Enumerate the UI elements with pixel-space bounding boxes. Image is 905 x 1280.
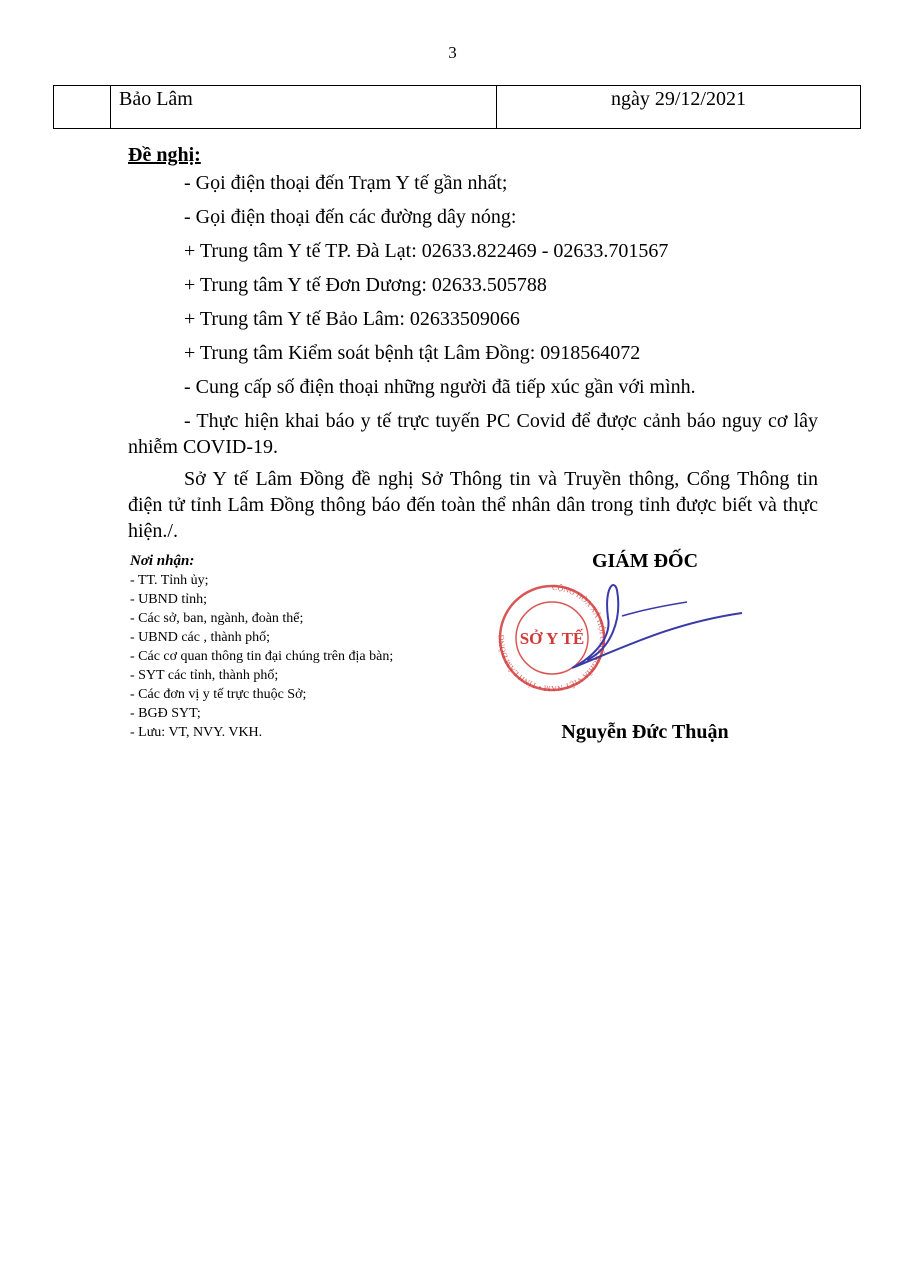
list-item: - Gọi điện thoại đến các đường dây nóng: xyxy=(184,206,517,228)
paragraph-request xyxy=(128,466,818,544)
table-cell-date: ngày 29/12/2021 xyxy=(611,88,746,110)
list-item: + Trung tâm Kiểm soát bệnh tật Lâm Đồng: 0918564072 xyxy=(184,342,641,364)
signer-name: Nguyễn Đức Thuận xyxy=(561,721,729,743)
recipient-item: - Lưu: VT, NVY. VKH. xyxy=(130,725,263,740)
list-item: + Trung tâm Y tế Đơn Dương: 02633.505788 xyxy=(184,274,547,296)
recipients-block xyxy=(130,552,393,742)
svg-text:SỞ Y TẾ: SỞ Y TẾ xyxy=(519,629,585,648)
paragraph-text: Sở Y tế Lâm Đồng đề nghị Sở Thông tin và Truyền thông, Cổng Thông tin điện tử tỉnh Lâm Đồng thông báo đến toàn thể nhân dân trong tỉnh được biết và thực hiện./. xyxy=(128,468,818,542)
table-cell-empty xyxy=(54,86,111,128)
recipients-title: Nơi nhận: xyxy=(130,553,195,569)
section-heading: Đề nghị: xyxy=(128,144,201,166)
table-cell-place: Bảo Lâm xyxy=(111,86,497,128)
recipient-item: - TT. Tỉnh ủy; xyxy=(130,573,209,588)
stamp-seal-icon xyxy=(492,578,752,698)
recipient-item: - Các cơ quan thông tin đại chúng trên địa bàn; xyxy=(130,649,394,664)
paragraph-text: - Thực hiện khai báo y tế trực tuyến PC Covid để được cảnh báo nguy cơ lây nhiễm COVID-19. xyxy=(128,410,818,458)
recipients-list xyxy=(130,571,393,742)
page-number: 3 xyxy=(448,43,457,62)
list-item: - Gọi điện thoại đến Trạm Y tế gần nhất; xyxy=(184,172,508,194)
stamp-and-signature xyxy=(492,578,752,698)
recipient-item: - UBND tỉnh; xyxy=(130,592,207,607)
recipient-item: - UBND các , thành phố; xyxy=(130,630,270,645)
recipient-item: - Các đơn vị y tế trực thuộc Sở; xyxy=(130,687,307,702)
list-item: - Cung cấp số điện thoại những người đã tiếp xúc gần với mình. xyxy=(184,376,696,398)
list-item: + Trung tâm Y tế TP. Đà Lạt: 02633.822469 - 02633.701567 xyxy=(184,240,669,262)
paragraph-covid-declaration xyxy=(128,408,818,460)
table-row xyxy=(53,85,861,129)
recipient-item: - SYT các tỉnh, thành phố; xyxy=(130,668,279,683)
list-item: + Trung tâm Y tế Bảo Lâm: 02633509066 xyxy=(184,308,520,330)
recipient-item: - Các sở, ban, ngành, đoàn thể; xyxy=(130,611,304,626)
signer-title: GIÁM ĐỐC xyxy=(591,550,699,572)
svg-text:CỘNG HÒA XÃ HỘI CHỦ NGHĨA VIỆT: CỘNG HÒA XÃ HỘI CHỦ NGHĨA VIỆT NAM • TỈNH LÂM ĐỒNG xyxy=(496,582,607,694)
recipient-item: - BGĐ SYT; xyxy=(130,706,201,721)
